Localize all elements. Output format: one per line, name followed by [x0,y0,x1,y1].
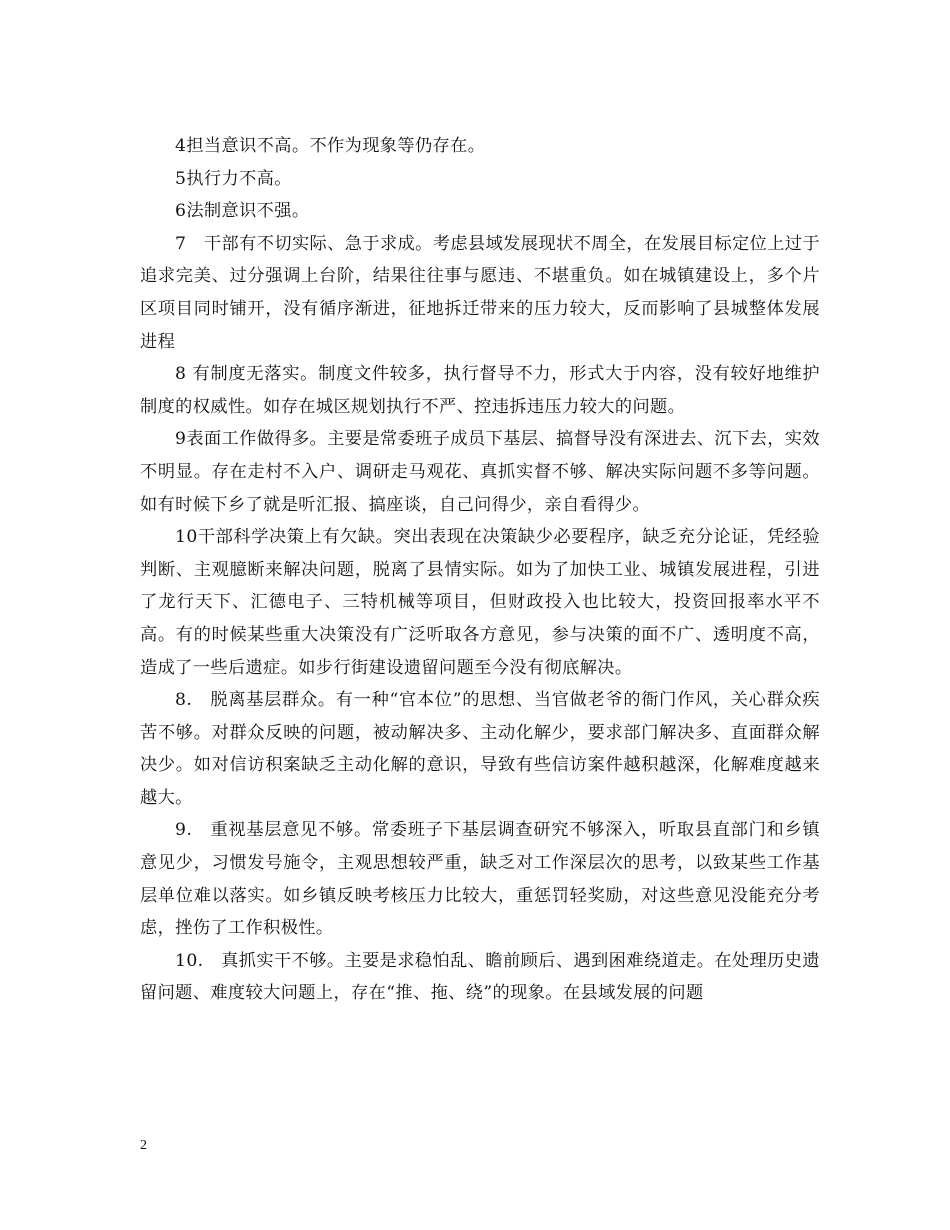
paragraph-4: 7 干部有不切实际、急于求成。考虑县域发展现状不周全，在发展目标定位上过于追求完美、过分强调上台阶，结果往往事与愿违、不堪重负。如在城镇建设上，多个片区项目同时铺开，没有循序渐进，征地拆迁带来的压力较大，反而影响了县城整体发展进程 [140,233,820,352]
paragraph-5: 8 有制度无落实。制度文件较多，执行督导不力，形式大于内容，没有较好地维护制度的权威性。如存在城区规划执行不严、控违拆违压力较大的问题。 [140,364,820,417]
paragraph-10: 10. 真抓实干不够。主要是求稳怕乱、瞻前顾后、遇到困难绕道走。在处理历史遗留问题、难度较大问题上，存在“推、拖、绕”的现象。在县域发展的问题 [140,950,820,1004]
document-body [140,130,820,1010]
paragraph-2: 5执行力不高。 [175,168,292,189]
paragraph-8: 8. 脱离基层群众。有一种“官本位”的思想、当官做老爷的衙门作风，关心群众疾苦不够。对群众反映的问题，被动解决多、主动化解少，要求部门解决多、直面群众解决少。如对信访积案缺乏主动化解的意识，导致有些信访案件越积越深，化解难度越来越大。 [140,690,820,808]
paragraph-6: 9表面工作做得多。主要是常委班子成员下基层、搞督导没有深进去、沉下去，实效不明显。存在走村不入户、调研走马观花、真抓实督不够、解决实际问题不多等问题。如有时候下乡了就是听汇报、搞座谈，自己问得少，亲自看得少。 [140,429,820,515]
page-number: 2 [140,1138,147,1153]
paragraph-7: 10干部科学决策上有欠缺。突出表现在决策缺少必要程序，缺乏充分论证，凭经验判断、主观臆断来解决问题，脱离了县情实际。如为了加快工业、城镇发展进程，引进了龙行天下、汇德电子、三特机械等项目，但财政投入也比较大，投资回报率水平不高。有的时候某些重大决策没有广泛听取各方意见，参与决策的面不广、透明度不高，造成了一些后遗症。如步行街建设遗留问题至今没有彻底解决。 [140,527,820,678]
paragraph-1: 4担当意识不高。不作为现象等仍存在。 [175,136,486,156]
paragraph-9: 9. 重视基层意见不够。常委班子下基层调查研究不够深入，听取县直部门和乡镇意见少，习惯发号施令，主观思想较严重，缺乏对工作深层次的思考，以致某些工作基层单位难以落实。如乡镇反映考核压力比较大，重惩罚轻奖励，对这些意见没能充分考虑，挫伤了工作积极性。 [140,820,820,939]
paragraph-3: 6法制意识不强。 [175,201,310,222]
